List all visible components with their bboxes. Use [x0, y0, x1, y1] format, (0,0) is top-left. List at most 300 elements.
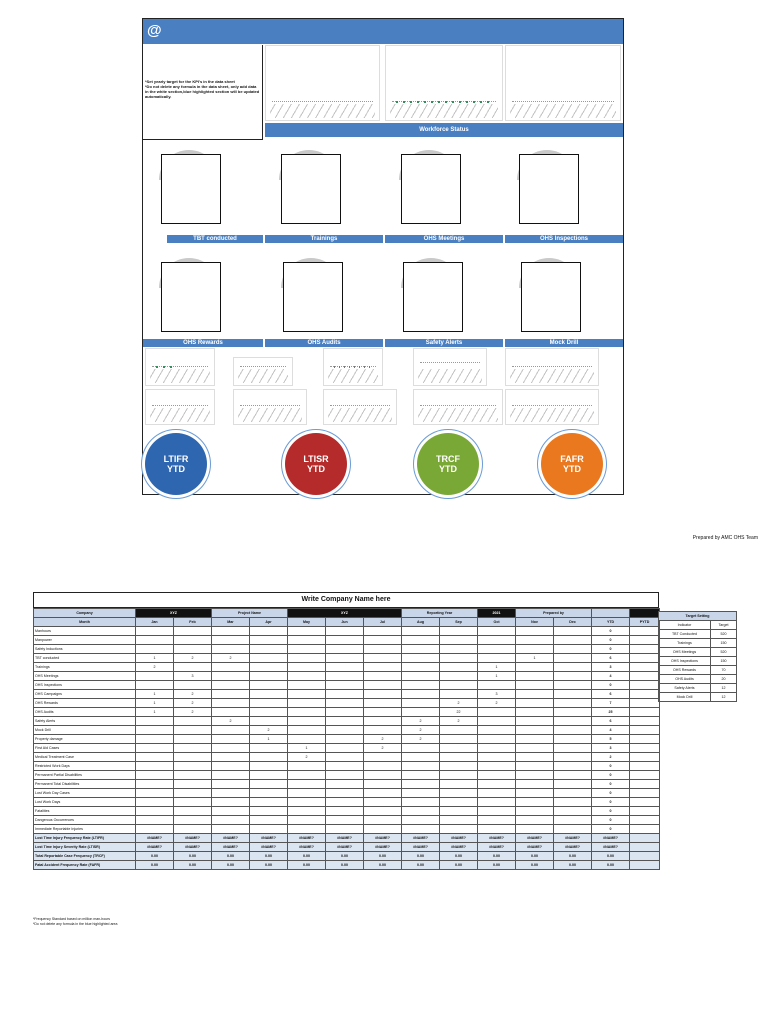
data-cell[interactable] — [402, 663, 440, 672]
data-cell[interactable] — [136, 744, 174, 753]
data-cell[interactable] — [288, 717, 326, 726]
data-cell[interactable]: 2 — [212, 654, 250, 663]
data-cell[interactable] — [478, 753, 516, 762]
data-cell[interactable] — [212, 807, 250, 816]
data-cell[interactable] — [212, 690, 250, 699]
data-cell[interactable]: 2 — [440, 699, 478, 708]
data-cell[interactable] — [516, 753, 554, 762]
data-cell[interactable] — [364, 699, 402, 708]
data-cell[interactable] — [478, 645, 516, 654]
injury-chart-10[interactable] — [505, 389, 599, 425]
data-cell[interactable] — [174, 663, 212, 672]
data-cell[interactable] — [250, 771, 288, 780]
data-cell[interactable] — [440, 681, 478, 690]
data-cell[interactable] — [288, 681, 326, 690]
data-cell[interactable] — [174, 798, 212, 807]
trcf-kpi[interactable] — [417, 433, 479, 495]
data-cell[interactable] — [478, 735, 516, 744]
data-cell[interactable] — [516, 771, 554, 780]
data-cell[interactable] — [478, 726, 516, 735]
data-cell[interactable] — [212, 699, 250, 708]
data-cell[interactable] — [326, 744, 364, 753]
data-cell[interactable] — [440, 726, 478, 735]
data-cell[interactable] — [554, 771, 592, 780]
company-title[interactable]: Write Company Name here — [33, 592, 659, 608]
data-cell[interactable] — [288, 825, 326, 834]
data-cell[interactable] — [440, 690, 478, 699]
data-cell[interactable] — [516, 807, 554, 816]
data-cell[interactable]: 2 — [440, 717, 478, 726]
data-cell[interactable] — [136, 672, 174, 681]
data-cell[interactable] — [478, 762, 516, 771]
data-cell[interactable] — [250, 636, 288, 645]
data-cell[interactable] — [250, 690, 288, 699]
pytd-cell[interactable] — [630, 726, 660, 735]
data-cell[interactable] — [212, 771, 250, 780]
target-value[interactable]: 70 — [711, 666, 737, 675]
data-cell[interactable] — [478, 636, 516, 645]
data-cell[interactable] — [288, 663, 326, 672]
data-cell[interactable]: 2 — [402, 726, 440, 735]
data-cell[interactable]: 2 — [402, 717, 440, 726]
data-cell[interactable] — [288, 762, 326, 771]
data-cell[interactable] — [326, 681, 364, 690]
data-cell[interactable] — [516, 726, 554, 735]
data-cell[interactable] — [554, 681, 592, 690]
ltisr-kpi[interactable] — [285, 433, 347, 495]
data-cell[interactable] — [326, 636, 364, 645]
data-cell[interactable] — [440, 789, 478, 798]
data-cell[interactable] — [478, 708, 516, 717]
data-cell[interactable] — [554, 627, 592, 636]
data-cell[interactable] — [326, 654, 364, 663]
data-cell[interactable] — [440, 762, 478, 771]
data-cell[interactable] — [554, 708, 592, 717]
manhours-chart[interactable] — [265, 45, 380, 121]
pytd-cell[interactable] — [630, 672, 660, 681]
data-cell[interactable] — [250, 717, 288, 726]
tbt-gauge[interactable] — [151, 154, 231, 234]
data-cell[interactable] — [136, 645, 174, 654]
data-cell[interactable] — [288, 807, 326, 816]
data-cell[interactable] — [174, 636, 212, 645]
data-cell[interactable] — [212, 663, 250, 672]
data-cell[interactable] — [364, 636, 402, 645]
target-value[interactable]: 520 — [711, 648, 737, 657]
data-cell[interactable]: 2 — [174, 654, 212, 663]
data-cell[interactable] — [250, 762, 288, 771]
data-cell[interactable]: 2 — [250, 726, 288, 735]
data-cell[interactable]: 1 — [136, 654, 174, 663]
pytd-cell[interactable] — [630, 789, 660, 798]
data-cell[interactable] — [516, 645, 554, 654]
data-cell[interactable] — [554, 798, 592, 807]
data-cell[interactable] — [364, 690, 402, 699]
data-cell[interactable] — [174, 807, 212, 816]
ohs-meetings-gauge[interactable] — [391, 154, 471, 234]
ohs-rewards-gauge[interactable] — [151, 262, 231, 342]
data-cell[interactable] — [212, 735, 250, 744]
data-cell[interactable] — [250, 663, 288, 672]
data-cell[interactable] — [212, 645, 250, 654]
data-cell[interactable] — [174, 681, 212, 690]
data-cell[interactable] — [478, 816, 516, 825]
header-cell[interactable]: Company — [34, 609, 136, 618]
data-cell[interactable] — [478, 798, 516, 807]
data-cell[interactable] — [212, 789, 250, 798]
data-cell[interactable] — [478, 627, 516, 636]
data-cell[interactable] — [326, 699, 364, 708]
data-cell[interactable] — [326, 807, 364, 816]
header-cell[interactable]: 2021 — [478, 609, 516, 618]
data-cell[interactable] — [440, 663, 478, 672]
mock-drill-gauge[interactable] — [511, 262, 591, 342]
data-cell[interactable] — [212, 627, 250, 636]
data-cell[interactable] — [516, 762, 554, 771]
target-value[interactable]: 12 — [711, 693, 737, 702]
data-cell[interactable]: 22 — [440, 708, 478, 717]
data-cell[interactable] — [554, 699, 592, 708]
target-value[interactable]: 150 — [711, 639, 737, 648]
data-cell[interactable] — [250, 699, 288, 708]
data-cell[interactable] — [288, 735, 326, 744]
data-cell[interactable] — [402, 672, 440, 681]
ohs-audits-gauge[interactable] — [273, 262, 353, 342]
data-cell[interactable] — [440, 771, 478, 780]
data-cell[interactable] — [516, 735, 554, 744]
data-cell[interactable] — [402, 762, 440, 771]
data-cell[interactable]: 1 — [136, 699, 174, 708]
data-cell[interactable] — [364, 780, 402, 789]
data-cell[interactable] — [554, 816, 592, 825]
target-value[interactable]: 150 — [711, 657, 737, 666]
pytd-cell[interactable] — [630, 699, 660, 708]
data-cell[interactable] — [478, 771, 516, 780]
pytd-cell[interactable] — [630, 708, 660, 717]
data-cell[interactable] — [326, 816, 364, 825]
injury-chart-9[interactable] — [413, 389, 503, 425]
data-cell[interactable] — [250, 708, 288, 717]
data-cell[interactable]: 2 — [212, 717, 250, 726]
target-value[interactable]: 12 — [711, 684, 737, 693]
injury-chart-7[interactable] — [233, 389, 307, 425]
data-cell[interactable] — [212, 744, 250, 753]
data-cell[interactable] — [440, 807, 478, 816]
data-cell[interactable] — [174, 726, 212, 735]
pytd-cell[interactable] — [630, 663, 660, 672]
data-cell[interactable] — [402, 816, 440, 825]
data-cell[interactable] — [554, 654, 592, 663]
injury-chart-4[interactable] — [413, 348, 487, 386]
data-cell[interactable]: 1 — [516, 654, 554, 663]
data-cell[interactable] — [288, 771, 326, 780]
data-cell[interactable] — [364, 762, 402, 771]
data-cell[interactable] — [288, 708, 326, 717]
data-cell[interactable] — [250, 654, 288, 663]
data-cell[interactable] — [288, 690, 326, 699]
data-cell[interactable] — [136, 717, 174, 726]
data-cell[interactable]: 2 — [174, 699, 212, 708]
data-cell[interactable] — [478, 807, 516, 816]
data-cell[interactable] — [326, 672, 364, 681]
data-cell[interactable] — [554, 807, 592, 816]
data-cell[interactable] — [402, 744, 440, 753]
data-cell[interactable] — [136, 798, 174, 807]
data-cell[interactable] — [516, 636, 554, 645]
data-cell[interactable] — [364, 771, 402, 780]
data-cell[interactable]: 2 — [174, 708, 212, 717]
ohs-inspections-gauge[interactable] — [509, 154, 589, 234]
data-cell[interactable] — [174, 627, 212, 636]
data-cell[interactable] — [174, 789, 212, 798]
fafr-kpi[interactable] — [541, 433, 603, 495]
data-cell[interactable] — [212, 798, 250, 807]
header-cell[interactable]: XYZ — [136, 609, 212, 618]
data-cell[interactable] — [402, 681, 440, 690]
data-cell[interactable] — [554, 744, 592, 753]
data-cell[interactable] — [136, 636, 174, 645]
data-cell[interactable] — [288, 645, 326, 654]
data-cell[interactable] — [364, 726, 402, 735]
data-cell[interactable] — [554, 663, 592, 672]
data-cell[interactable] — [516, 717, 554, 726]
data-cell[interactable] — [212, 825, 250, 834]
data-cell[interactable] — [364, 825, 402, 834]
data-cell[interactable] — [250, 627, 288, 636]
data-cell[interactable] — [516, 780, 554, 789]
data-cell[interactable] — [402, 627, 440, 636]
data-cell[interactable] — [516, 825, 554, 834]
data-cell[interactable] — [516, 744, 554, 753]
data-cell[interactable] — [326, 726, 364, 735]
data-cell[interactable] — [212, 762, 250, 771]
data-cell[interactable]: 2 — [364, 735, 402, 744]
data-cell[interactable] — [288, 699, 326, 708]
data-cell[interactable] — [326, 789, 364, 798]
data-cell[interactable] — [326, 735, 364, 744]
data-cell[interactable] — [402, 636, 440, 645]
data-cell[interactable] — [364, 672, 402, 681]
data-cell[interactable] — [250, 789, 288, 798]
data-cell[interactable] — [212, 636, 250, 645]
data-cell[interactable] — [174, 717, 212, 726]
data-cell[interactable] — [554, 717, 592, 726]
data-cell[interactable] — [364, 789, 402, 798]
data-cell[interactable] — [440, 816, 478, 825]
data-cell[interactable]: 1 — [478, 663, 516, 672]
data-cell[interactable] — [136, 789, 174, 798]
data-cell[interactable] — [554, 762, 592, 771]
data-cell[interactable] — [174, 744, 212, 753]
data-cell[interactable] — [402, 825, 440, 834]
data-cell[interactable] — [326, 798, 364, 807]
data-cell[interactable] — [136, 807, 174, 816]
data-cell[interactable] — [288, 636, 326, 645]
data-cell[interactable]: 1 — [250, 735, 288, 744]
data-cell[interactable]: 2 — [288, 753, 326, 762]
inductions-chart[interactable] — [505, 45, 621, 121]
data-cell[interactable] — [136, 780, 174, 789]
data-cell[interactable] — [440, 636, 478, 645]
data-cell[interactable] — [516, 816, 554, 825]
data-cell[interactable] — [516, 789, 554, 798]
data-cell[interactable]: 1 — [478, 672, 516, 681]
data-cell[interactable] — [402, 780, 440, 789]
data-cell[interactable] — [250, 645, 288, 654]
data-cell[interactable] — [136, 825, 174, 834]
data-cell[interactable] — [326, 690, 364, 699]
injury-chart-8[interactable] — [323, 389, 397, 425]
pytd-cell[interactable] — [630, 762, 660, 771]
data-cell[interactable] — [516, 627, 554, 636]
data-cell[interactable] — [516, 699, 554, 708]
data-cell[interactable] — [478, 717, 516, 726]
data-cell[interactable] — [174, 780, 212, 789]
manpower-chart[interactable] — [385, 45, 503, 121]
data-cell[interactable] — [554, 753, 592, 762]
data-cell[interactable] — [440, 744, 478, 753]
data-cell[interactable] — [440, 627, 478, 636]
trainings-gauge[interactable] — [271, 154, 351, 234]
pytd-cell[interactable] — [630, 690, 660, 699]
data-cell[interactable] — [402, 690, 440, 699]
data-cell[interactable] — [288, 654, 326, 663]
data-cell[interactable] — [136, 816, 174, 825]
data-cell[interactable] — [326, 771, 364, 780]
data-cell[interactable] — [288, 816, 326, 825]
data-cell[interactable]: 1 — [136, 690, 174, 699]
data-cell[interactable] — [516, 672, 554, 681]
data-cell[interactable]: 3 — [174, 672, 212, 681]
data-cell[interactable] — [250, 816, 288, 825]
data-cell[interactable] — [554, 690, 592, 699]
data-cell[interactable] — [174, 645, 212, 654]
data-cell[interactable] — [364, 753, 402, 762]
data-cell[interactable] — [440, 645, 478, 654]
data-cell[interactable] — [440, 825, 478, 834]
data-cell[interactable] — [440, 798, 478, 807]
data-cell[interactable] — [440, 672, 478, 681]
data-cell[interactable] — [250, 753, 288, 762]
header-cell[interactable]: Prepared by — [516, 609, 592, 618]
data-cell[interactable] — [364, 663, 402, 672]
data-cell[interactable] — [440, 753, 478, 762]
data-cell[interactable] — [136, 627, 174, 636]
data-cell[interactable] — [174, 771, 212, 780]
data-cell[interactable]: 2 — [174, 690, 212, 699]
data-cell[interactable] — [250, 672, 288, 681]
pytd-cell[interactable] — [630, 645, 660, 654]
target-value[interactable]: 20 — [711, 675, 737, 684]
data-cell[interactable]: 1 — [288, 744, 326, 753]
data-cell[interactable] — [402, 771, 440, 780]
pytd-cell[interactable] — [630, 825, 660, 834]
data-cell[interactable] — [364, 798, 402, 807]
data-cell[interactable] — [402, 699, 440, 708]
pytd-cell[interactable] — [630, 780, 660, 789]
data-cell[interactable] — [288, 789, 326, 798]
data-cell[interactable] — [516, 798, 554, 807]
data-cell[interactable]: 2 — [136, 663, 174, 672]
data-cell[interactable] — [212, 681, 250, 690]
data-cell[interactable]: 2 — [402, 735, 440, 744]
data-cell[interactable] — [212, 708, 250, 717]
data-cell[interactable] — [288, 672, 326, 681]
data-cell[interactable] — [402, 789, 440, 798]
pytd-cell[interactable] — [630, 816, 660, 825]
data-cell[interactable] — [364, 654, 402, 663]
header-cell[interactable]: XYZ — [288, 609, 402, 618]
pytd-cell[interactable] — [630, 744, 660, 753]
data-cell[interactable] — [288, 780, 326, 789]
data-cell[interactable] — [364, 807, 402, 816]
pytd-cell[interactable] — [630, 654, 660, 663]
data-cell[interactable] — [440, 654, 478, 663]
header-cell[interactable]: Reporting Year — [402, 609, 478, 618]
data-cell[interactable] — [174, 762, 212, 771]
data-cell[interactable] — [402, 654, 440, 663]
data-cell[interactable] — [402, 807, 440, 816]
data-cell[interactable] — [478, 744, 516, 753]
data-cell[interactable] — [440, 735, 478, 744]
pytd-cell[interactable] — [630, 717, 660, 726]
data-cell[interactable] — [554, 645, 592, 654]
data-cell[interactable] — [326, 663, 364, 672]
data-cell[interactable] — [478, 789, 516, 798]
header-cell[interactable] — [592, 609, 630, 618]
data-cell[interactable] — [402, 798, 440, 807]
data-cell[interactable] — [440, 780, 478, 789]
pytd-cell[interactable] — [630, 807, 660, 816]
injury-chart-1[interactable] — [145, 348, 215, 386]
data-cell[interactable]: 3 — [478, 690, 516, 699]
pytd-cell[interactable] — [630, 636, 660, 645]
data-cell[interactable] — [174, 816, 212, 825]
data-cell[interactable] — [212, 780, 250, 789]
data-cell[interactable] — [516, 708, 554, 717]
data-cell[interactable] — [554, 672, 592, 681]
data-cell[interactable] — [250, 825, 288, 834]
data-cell[interactable] — [326, 753, 364, 762]
data-cell[interactable] — [136, 762, 174, 771]
data-cell[interactable] — [250, 807, 288, 816]
data-cell[interactable] — [212, 753, 250, 762]
data-cell[interactable] — [326, 627, 364, 636]
target-value[interactable]: 520 — [711, 630, 737, 639]
data-cell[interactable] — [364, 645, 402, 654]
data-cell[interactable] — [174, 825, 212, 834]
data-cell[interactable] — [174, 735, 212, 744]
data-cell[interactable] — [250, 681, 288, 690]
safety-alerts-gauge[interactable] — [393, 262, 473, 342]
data-cell[interactable] — [364, 816, 402, 825]
data-cell[interactable] — [136, 735, 174, 744]
data-cell[interactable] — [554, 825, 592, 834]
data-cell[interactable] — [326, 717, 364, 726]
injury-chart-3[interactable] — [323, 348, 383, 386]
data-cell[interactable] — [478, 654, 516, 663]
data-cell[interactable] — [326, 780, 364, 789]
data-cell[interactable] — [554, 735, 592, 744]
data-cell[interactable] — [326, 645, 364, 654]
data-cell[interactable] — [288, 627, 326, 636]
data-cell[interactable]: 1 — [136, 708, 174, 717]
data-cell[interactable] — [212, 672, 250, 681]
injury-chart-6[interactable] — [145, 389, 215, 425]
data-cell[interactable] — [554, 789, 592, 798]
pytd-cell[interactable] — [630, 681, 660, 690]
data-cell[interactable] — [136, 753, 174, 762]
